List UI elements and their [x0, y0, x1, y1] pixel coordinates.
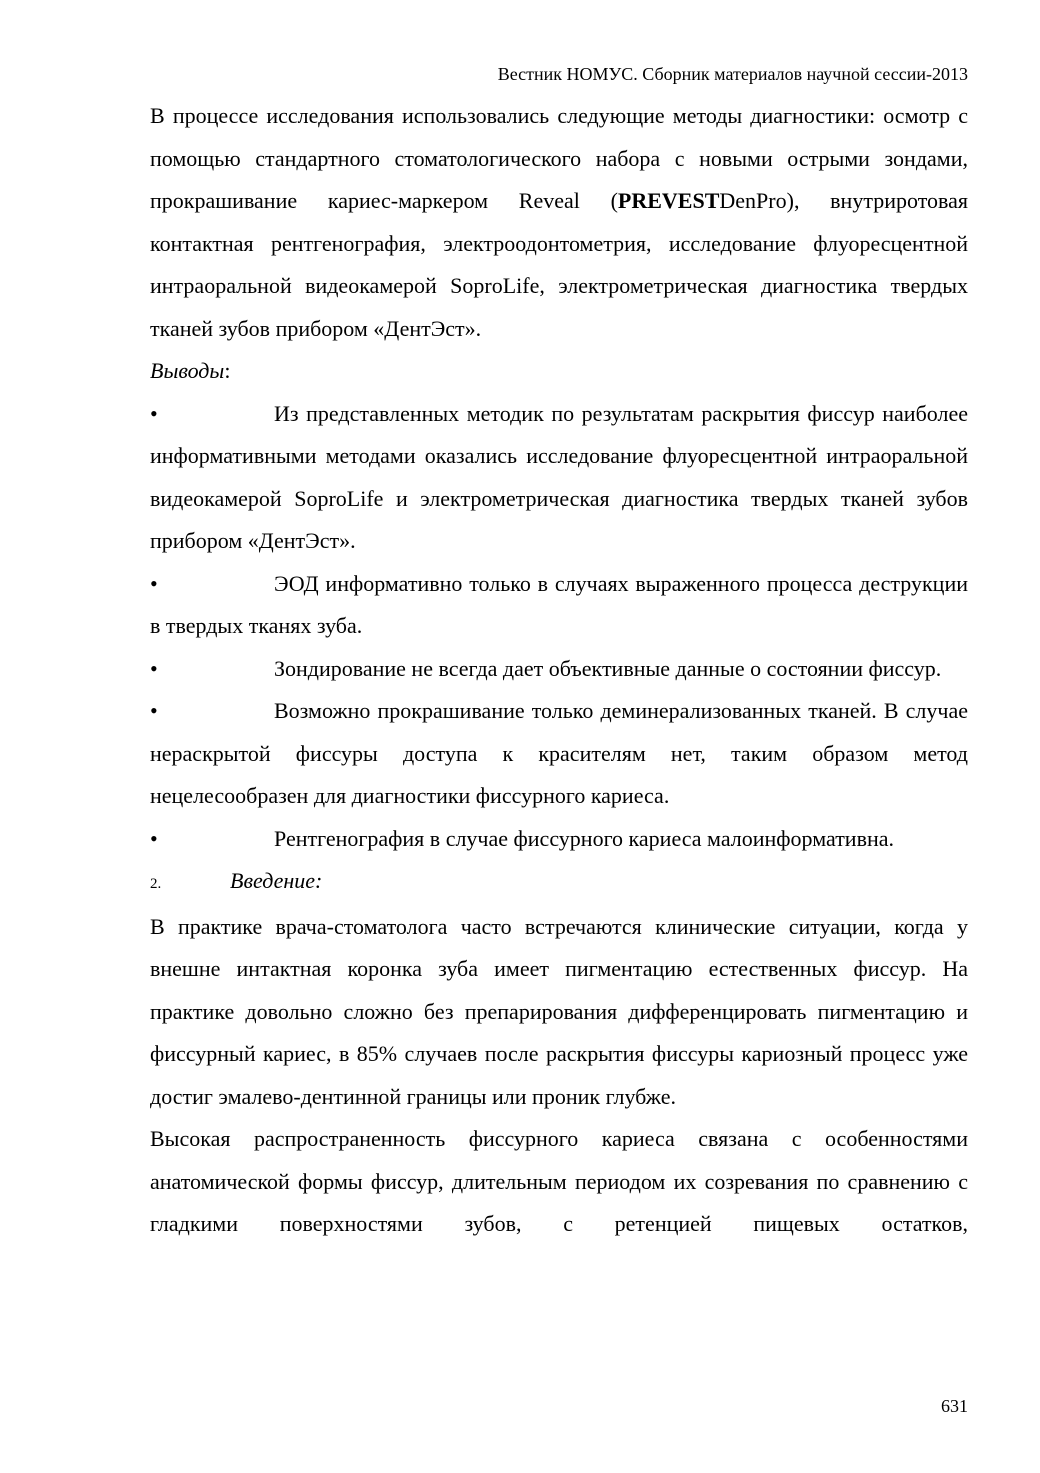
- conclusion-item: [150, 563, 968, 648]
- conclusion-item: [150, 690, 968, 818]
- methods-paragraph: [150, 95, 968, 350]
- section-heading: [150, 860, 968, 906]
- conclusion-item-text: Зондирование не всегда дает объективные данные о состоянии фиссур.: [274, 655, 942, 681]
- methods-text-part2: DenPro), внутриротовая контактная рентгенография, электроодонтометрия, исследование флуоресцентной интраоральной видеокамерой SoproLife, электрометрическая диагностика твердых тканей зубов прибором «ДентЭст».: [150, 188, 968, 341]
- conclusions-heading-colon: :: [224, 358, 231, 383]
- conclusion-item: [150, 393, 968, 563]
- section-title: Введение:: [230, 868, 323, 893]
- running-header: Вестник НОМУС. Сборник материалов научной сессии-2013: [497, 64, 968, 84]
- methods-text-part1: В процессе исследования использовались следующие методы диагностики: осмотр с помощью стандартного стоматологического набора с новыми острыми зондами, прокрашивание кариес-маркером Reveal (: [150, 103, 968, 213]
- conclusion-item-text: Возможно прокрашивание только деминерализованных тканей. В случае нераскрытой фиссуры доступа к красителям нет, таким образом метод нецелесообразен для диагностики фиссурного кариеса.: [150, 698, 968, 808]
- conclusion-item-text: Рентгенография в случае фиссурного кариеса малоинформативна.: [274, 825, 895, 851]
- bullet-icon: •: [150, 698, 158, 723]
- bullet-icon: •: [150, 400, 158, 426]
- conclusion-item-text: ЭОД информативно только в случаях выраженного процесса деструкции в твердых тканях зуба.: [150, 570, 968, 638]
- section-number: 2.: [150, 876, 162, 892]
- conclusion-item-text: Из представленных методик по результатам раскрытия фиссур наиболее информативными методами оказались исследование флуоресцентной интраоральной видеокамерой SoproLife и электрометрическая диагностика твердых тканей зубов прибором «ДентЭст».: [150, 400, 968, 553]
- bullet-icon: •: [150, 655, 158, 681]
- bullet-icon: •: [150, 825, 158, 851]
- body-text: [150, 95, 968, 1246]
- intro-paragraph: В практике врача-стоматолога часто встречаются клинические ситуации, когда у внешне интактная коронка зуба имеет пигментацию естественных фиссур. На практике довольно сложно без препарирования дифференцировать пигментацию и фиссурный кариес, в 85% случаев после раскрытия фиссуры кариозный процесс уже достиг эмалево-дентинной границы или проник глубже.: [150, 913, 968, 1109]
- conclusions-heading-text: Выводы: [150, 358, 225, 383]
- bullet-icon: •: [150, 570, 158, 596]
- conclusion-item: [150, 818, 968, 861]
- intro-paragraph: Высокая распространенность фиссурного кариеса связана с особенностями анатомической формы фиссур, длительным периодом их созревания по сравнению с гладкими поверхностями зубов, с ретенцией пищевых остатков,: [150, 1126, 968, 1236]
- conclusion-item: [150, 648, 968, 691]
- conclusions-heading: [150, 350, 968, 393]
- page-number: 631: [941, 1396, 968, 1416]
- methods-brand-bold: PREVEST: [617, 188, 720, 213]
